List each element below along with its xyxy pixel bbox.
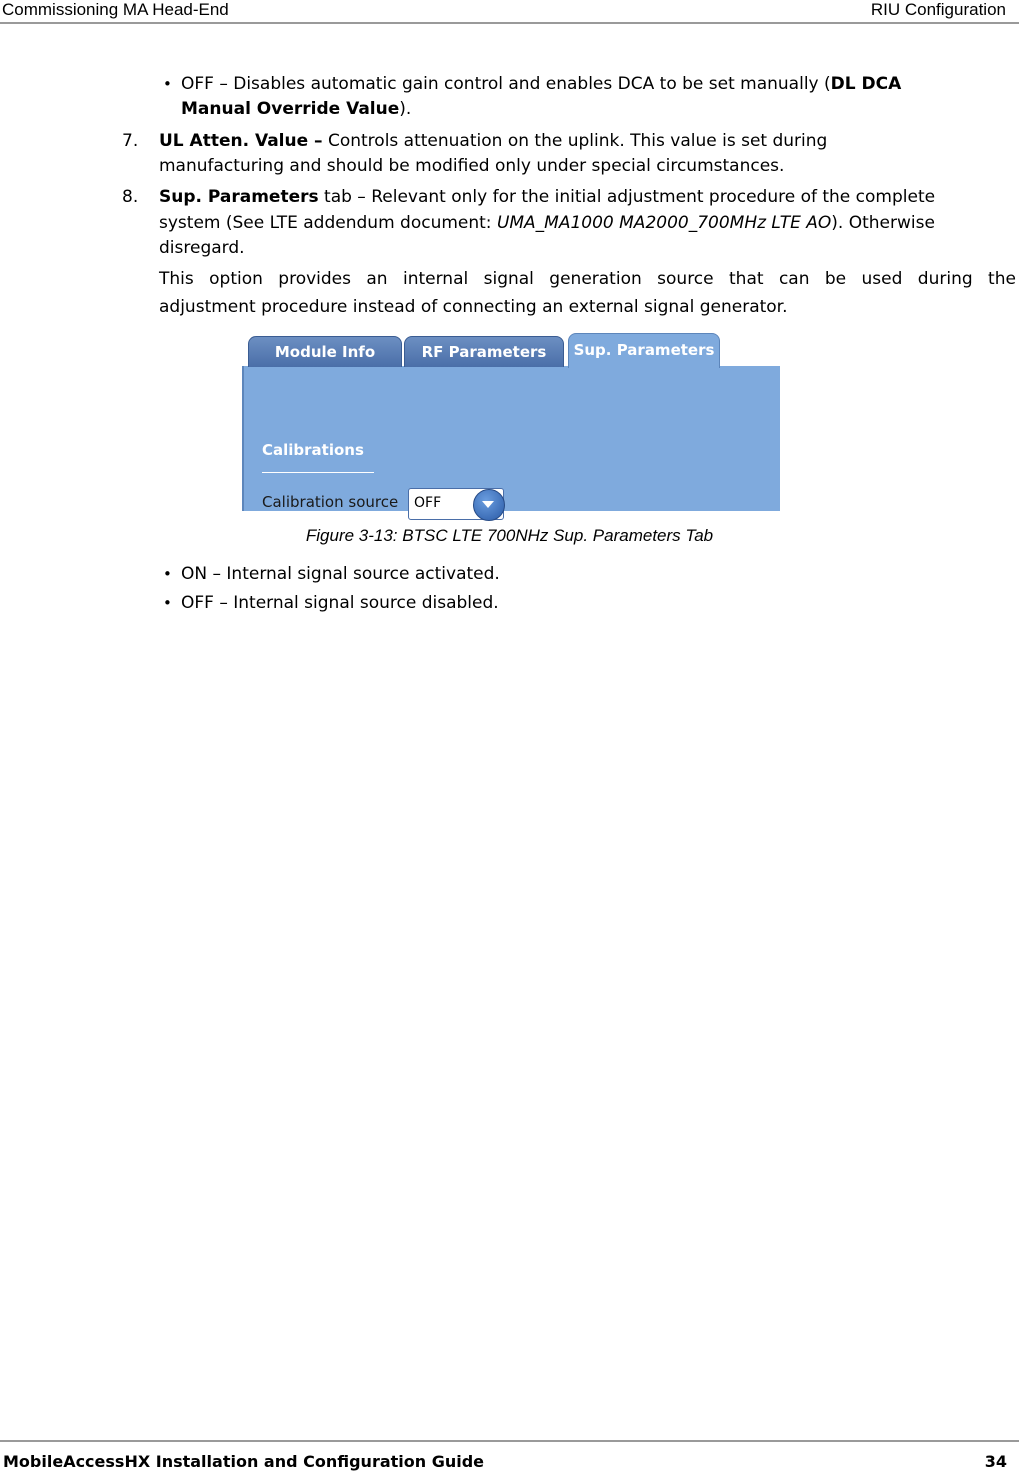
bullet-dca-bold2: Manual Override Value [181, 99, 400, 119]
tab-module-info[interactable]: Module Info [248, 336, 402, 367]
item-8-bold: Sup. Parameters [159, 187, 319, 207]
paragraph-word: be [824, 269, 847, 289]
paragraph-word: internal [402, 269, 469, 289]
item-7-number: 7. [122, 131, 139, 151]
paragraph-word: used [861, 269, 903, 289]
tab-rf-parameters[interactable]: RF Parameters [404, 336, 564, 367]
paragraph-line2: adjustment procedure instead of connecting an external signal generator. [159, 297, 788, 317]
header-section-title: Commissioning MA Head-End [2, 0, 229, 19]
paragraph-word: signal [483, 269, 534, 289]
bullet-icon: • [163, 75, 172, 93]
paragraph-word: the [988, 269, 1016, 289]
item-8-line3: disregard. [159, 238, 245, 258]
item-8-text2: system (See LTE addendum document: [159, 213, 497, 233]
paragraph-word: This [159, 269, 194, 289]
header-chapter-title: RIU Configuration [870, 0, 1006, 19]
calibration-source-value: OFF [414, 495, 442, 511]
bullet-dca-line2 [181, 97, 411, 122]
bullet-dca-bold: DL DCA [830, 74, 902, 94]
paragraph-word: option [209, 269, 263, 289]
item-7-line1 [159, 129, 827, 154]
item-7-text: Controls attenuation on the uplink. This value is set during [322, 131, 828, 151]
item-8-doc-reference: UMA_MA1000 MA2000_700MHz LTE AO [496, 213, 832, 233]
chevron-down-icon[interactable] [473, 489, 505, 521]
bullet-dca-text: OFF – Disables automatic gain control and enables DCA to be set manually ( [181, 74, 831, 94]
calibration-source-label: Calibration source [262, 493, 399, 511]
item-8-line1 [159, 185, 935, 210]
footer-guide-title: MobileAccessHX Installation and Configuration Guide [3, 1452, 485, 1471]
bullet-dca-text2: ). [399, 99, 412, 119]
item-8-line2 [159, 211, 935, 236]
bullet-on: ON – Internal signal source activated. [181, 564, 500, 584]
calibrations-divider [262, 472, 374, 473]
calibration-source-select[interactable] [408, 488, 504, 520]
item-8-text: tab – Relevant only for the initial adjustment procedure of the complete [318, 187, 936, 207]
paragraph-word: generation [549, 269, 642, 289]
tab-sup-parameters[interactable]: Sup. Parameters [568, 333, 720, 368]
page-header [0, 0, 1019, 24]
bullet-icon: • [163, 594, 172, 612]
item-8-text3: ). Otherwise [831, 213, 935, 233]
sup-parameters-screenshot [242, 333, 778, 511]
page-number: 34 [984, 1452, 1007, 1471]
paragraph-line1 [159, 267, 1016, 292]
bullet-off: OFF – Internal signal source disabled. [181, 593, 499, 613]
paragraph-word: during [917, 269, 973, 289]
paragraph-word: an [366, 269, 388, 289]
paragraph-word: source [657, 269, 714, 289]
item-7-line2: manufacturing and should be modified only under special circumstances. [159, 156, 785, 176]
item-8-number: 8. [122, 187, 139, 207]
paragraph-word: can [778, 269, 810, 289]
page-footer [0, 1440, 1019, 1474]
paragraph-word: provides [278, 269, 351, 289]
bullet-dca-line1 [181, 72, 901, 97]
tab-panel [242, 366, 780, 511]
item-7-bold: UL Atten. Value – [159, 131, 323, 151]
paragraph-word: that [729, 269, 764, 289]
calibrations-heading: Calibrations [262, 441, 364, 459]
figure-caption: Figure 3-13: BTSC LTE 700NHz Sup. Parameters Tab [305, 526, 714, 545]
bullet-icon: • [163, 565, 172, 583]
